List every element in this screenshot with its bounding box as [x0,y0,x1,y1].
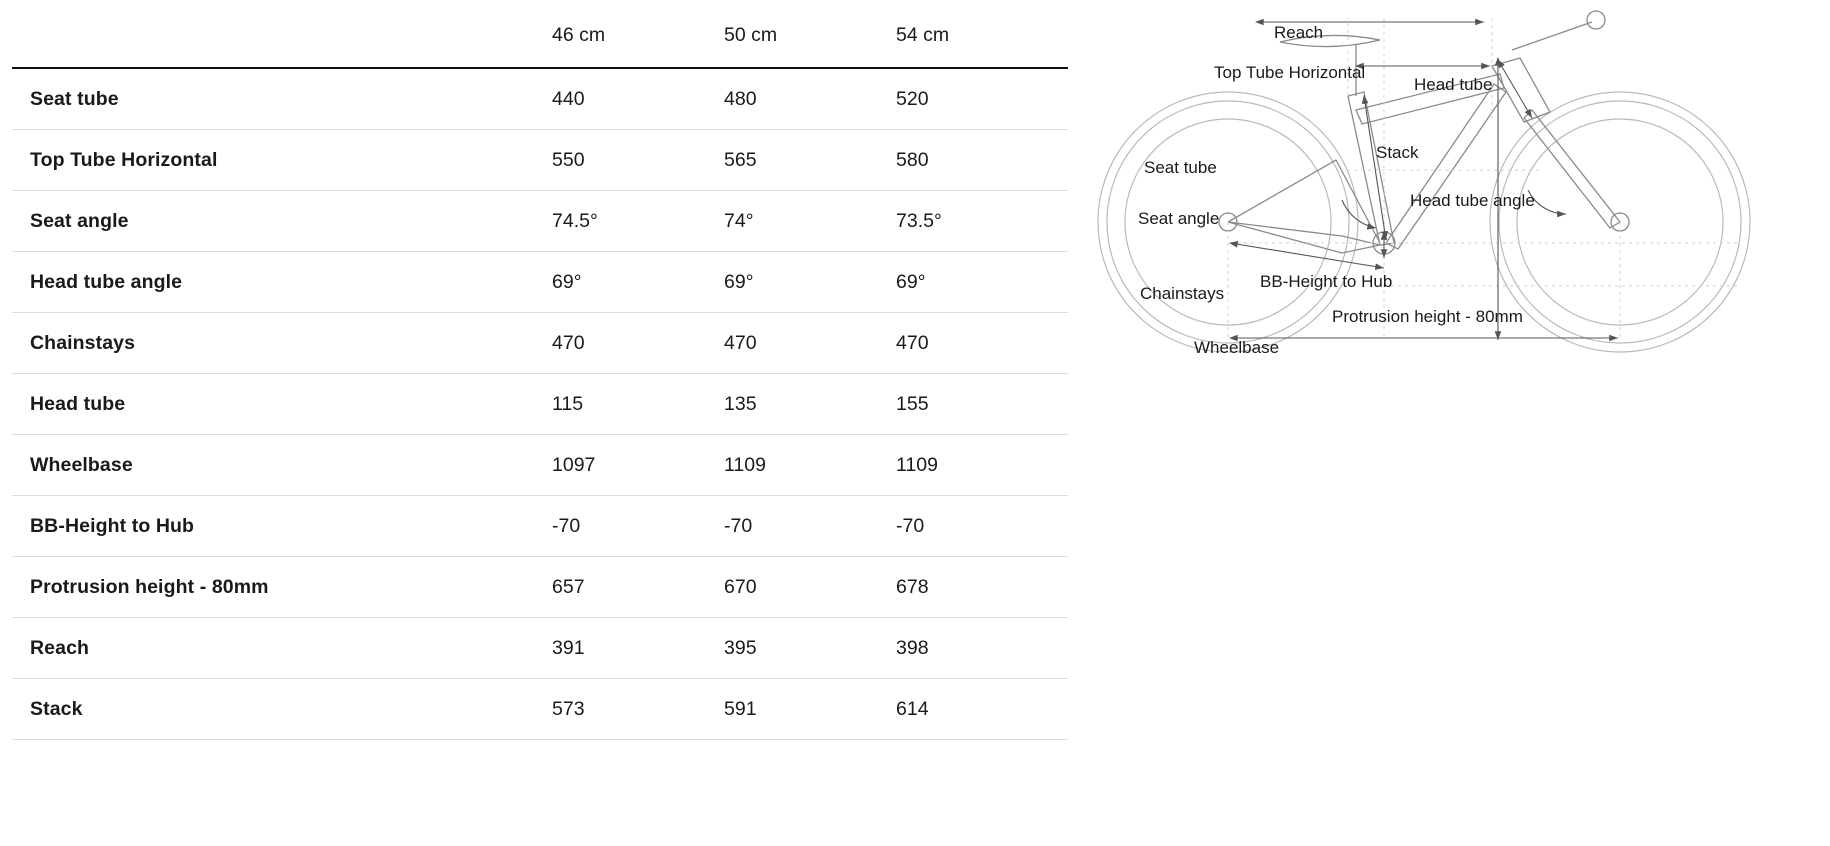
table-row [12,679,1068,740]
row-label: Stack [12,679,552,740]
table-row [12,313,1068,374]
cell-46: 1097 [552,435,724,496]
table-row [12,374,1068,435]
cell-54: 614 [896,679,1068,740]
cell-46: 69° [552,252,724,313]
row-label: Protrusion height - 80mm [12,557,552,618]
cell-46: 657 [552,557,724,618]
cell-50: 470 [724,313,896,374]
down-tube-shape [1386,84,1506,249]
table-row [12,496,1068,557]
frame-group [1219,11,1629,254]
cell-46: 550 [552,130,724,191]
column-header-size-50: 50 cm [724,18,896,68]
cell-54: 520 [896,68,1068,130]
cell-54: 678 [896,557,1068,618]
cell-54: 73.5° [896,191,1068,252]
cell-54: 398 [896,618,1068,679]
table-header [12,18,1068,68]
seat-tube-shape [1348,92,1394,245]
cell-50: -70 [724,496,896,557]
column-header-attribute [12,18,552,68]
row-label: Head tube [12,374,552,435]
stem-line [1512,22,1592,50]
head-tube-dimension [1498,60,1532,118]
cell-46: -70 [552,496,724,557]
row-label: Top Tube Horizontal [12,130,552,191]
label-reach: Reach [1274,23,1324,42]
label-seat-tube: Seat tube [1144,158,1217,177]
table-row [12,618,1068,679]
label-chainstays: Chainstays [1140,284,1225,303]
cell-50: 395 [724,618,896,679]
label-stack: Stack [1376,143,1419,162]
table-header-row [12,18,1068,68]
bike-geometry-diagram [1080,0,1830,846]
cell-54: 470 [896,313,1068,374]
cell-46: 115 [552,374,724,435]
cell-46: 74.5° [552,191,724,252]
cell-50: 69° [724,252,896,313]
geometry-table [12,18,1068,740]
label-head-tube-angle: Head tube angle [1410,191,1535,210]
table-body [12,68,1068,740]
cell-50: 74° [724,191,896,252]
chainstays-dimension [1230,243,1384,268]
row-label: Seat angle [12,191,552,252]
cell-46: 470 [552,313,724,374]
table-row [12,557,1068,618]
table-row [12,191,1068,252]
table-row [12,252,1068,313]
label-bb-height-to-hub: BB-Height to Hub [1260,272,1393,291]
row-label: Wheelbase [12,435,552,496]
fork-shape [1524,110,1620,228]
cell-46: 391 [552,618,724,679]
table-row [12,435,1068,496]
row-label: Chainstays [12,313,552,374]
row-label: Seat tube [12,68,552,130]
cell-50: 565 [724,130,896,191]
cell-50: 591 [724,679,896,740]
row-label: Reach [12,618,552,679]
column-header-size-46: 46 cm [552,18,724,68]
table-row [12,130,1068,191]
label-top-tube-horizontal: Top Tube Horizontal [1214,63,1366,82]
label-wheelbase: Wheelbase [1194,338,1280,357]
row-label: BB-Height to Hub [12,496,552,557]
cell-54: 155 [896,374,1068,435]
label-seat-angle: Seat angle [1138,209,1220,228]
cell-50: 670 [724,557,896,618]
row-label: Head tube angle [12,252,552,313]
cell-50: 480 [724,68,896,130]
cell-54: 69° [896,252,1068,313]
cell-50: 1109 [724,435,896,496]
head-tube-shape [1492,58,1550,122]
cell-50: 135 [724,374,896,435]
label-head-tube: Head tube [1414,75,1493,94]
cell-54: 1109 [896,435,1068,496]
cell-46: 440 [552,68,724,130]
label-protrusion-height: Protrusion height - 80mm [1332,307,1523,326]
handlebar-end [1587,11,1605,29]
cell-54: 580 [896,130,1068,191]
column-header-size-54: 54 cm [896,18,1068,68]
cell-54: -70 [896,496,1068,557]
cell-46: 573 [552,679,724,740]
table-row [12,68,1068,130]
